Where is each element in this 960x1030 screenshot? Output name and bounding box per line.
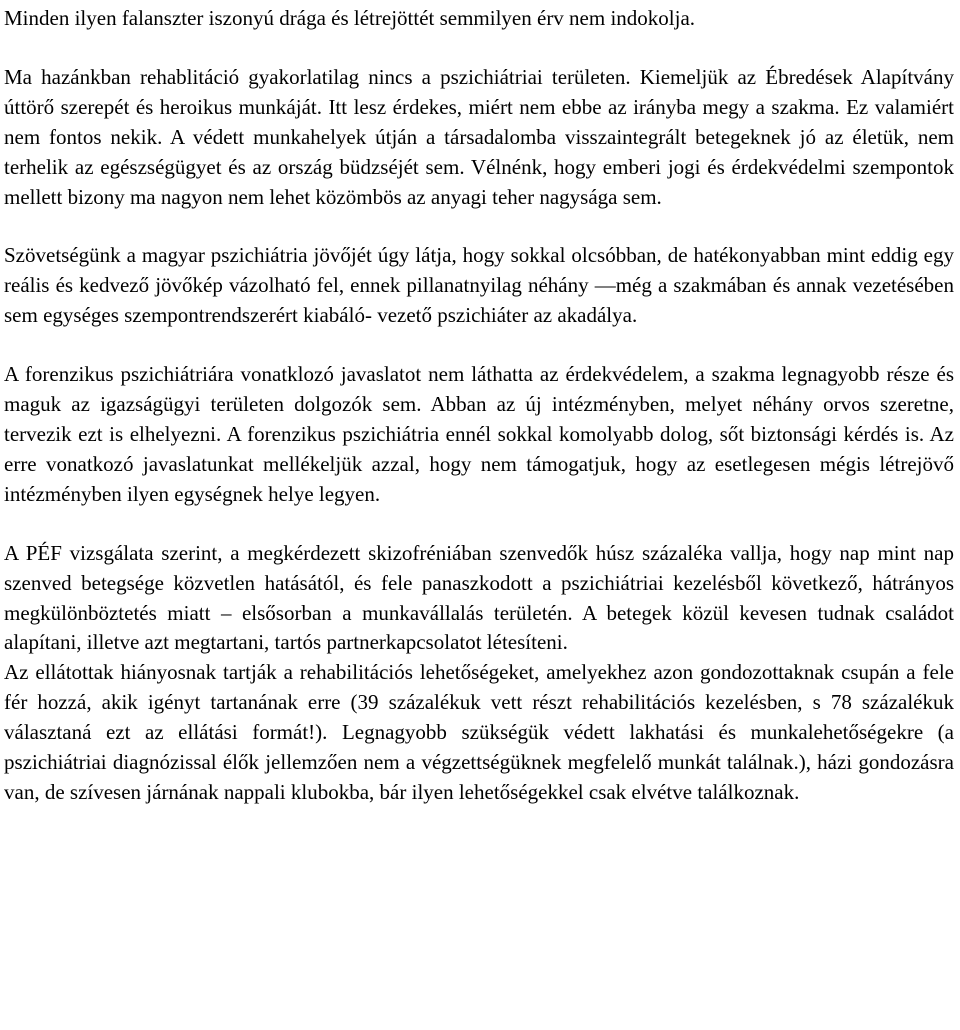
paragraph-federation-vision: Szövetségünk a magyar pszichiátria jövőjét úgy látja, hogy sokkal olcsóbban, de hatékonyabban mint eddig egy reális és kedvező jövőkép vázolható fel, ennek pillanatnyilag néhány —még a szakmában és annak vezetésében sem egységes szempontrendszerért kiabáló- vezető pszichiáter az akadálya. [4, 243, 954, 328]
paragraph-pef-survey: A PÉF vizsgálata szerint, a megkérdezett skizofréniában szenvedők húsz százaléka vallja, hogy nap mint nap szenved betegsége közvetlen hatásától, és fele panaszkodott a pszichiátriai kezelésből következő, hátrányos megkülönböztetés miatt – elsősorban a munkavállalás területén. A betegek közül kevesen tudnak családot alapítani, illetve azt megtartani, tartós partnerkapcsolatot létesíteni. [4, 540, 954, 655]
paragraph-intro: Minden ilyen falanszter iszonyú drága és létrejöttét semmilyen érv nem indokolja. [4, 6, 696, 30]
paragraph-patients-needs: Az ellátottak hiányosnak tartják a rehabilitációs lehetőségeket, amelyekhez azon gondozottaknak csupán a fele fér hozzá, akik igényt tartanának erre (39 százalékuk vett részt rehabilitációs kezelésben, s 78 százalékuk választaná ezt az ellátási formát!). Legnagyobb szükségük védett lakhatási és munkalehetőségekre (a pszichiátriai diagnózissal élők jellemzően nem a végzettségüknek megfelelő munkát találnak.), házi gondozásra van, de szívesen járnának nappali klubokba, bár ilyen lehetőségekkel csak elvétve találkoznak. [4, 660, 954, 804]
paragraph-forensic: A forenzikus pszichiátriára vonatklozó javaslatot nem láthatta az érdekvédelem, a szakma legnagyobb része és maguk az igazságügyi területen dolgozók sem. Abban az új intézményben, melyet néhány orvos szeretne, tervezik ezt is elhelyezni. A forenzikus pszichiátria ennél sokkal komolyabb dolog, sőt biztonsági kérdés is. Az erre vonatkozó javaslatunkat mellékeljük azzal, hogy nem támogatjuk, hogy az esetlegesen mégis létrejövő intézményben ilyen egységnek helye legyen. [4, 362, 954, 506]
paragraph-rehabilitation: Ma hazánkban rehablitáció gyakorlatilag nincs a pszichiátriai területen. Kiemeljük az Ébredések Alapítvány úttörő szerepét és heroikus munkáját. Itt lesz érdekes, miért nem ebbe az irányba megy a szakma. Ez valamiért nem fontos nekik. A védett munkahelyek útján a társadalomba visszaintegrált betegeknek jó az életük, nem terhelik az egészségügyet és az ország büdzséjét sem. Vélnénk, hogy emberi jogi és érdekvédelmi szempontok mellett bizony ma nagyon nem lehet közömbös az anyagi teher nagysága sem. [4, 64, 954, 209]
document-page [4, 4, 954, 808]
